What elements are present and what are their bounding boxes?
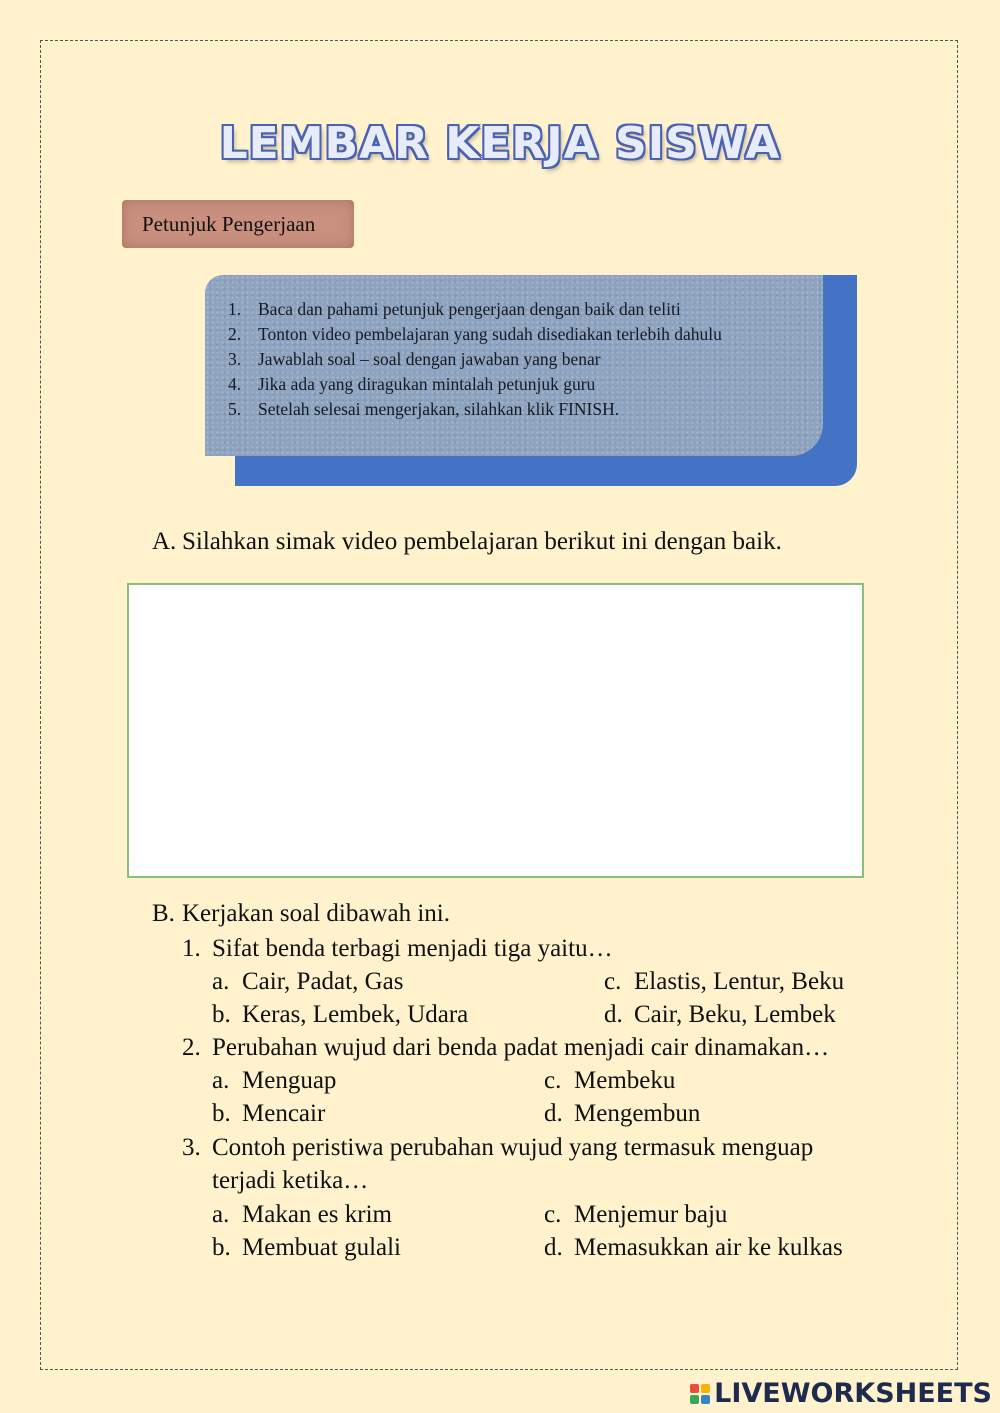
q1-option-a[interactable]: a. Cair, Padat, Gas — [212, 968, 404, 995]
question-1: 1. Sifat benda terbagi menjadi tiga yaitu… — [182, 935, 613, 962]
question-3-continued: terjadi ketika… — [212, 1167, 369, 1194]
instructions-list — [228, 297, 722, 422]
q3-option-c[interactable]: c. Menjemur baju — [544, 1201, 728, 1228]
q2-option-c[interactable]: c. Membeku — [544, 1067, 676, 1094]
q3-option-a[interactable]: a. Makan es krim — [212, 1201, 392, 1228]
q1-option-d[interactable]: d. Cair, Beku, Lembek — [604, 1001, 836, 1028]
question-3: 3. Contoh peristiwa perubahan wujud yang termasuk menguap — [182, 1134, 814, 1161]
video-player[interactable] — [127, 583, 864, 878]
q1-option-b[interactable]: b. Keras, Lembek, Udara — [212, 1001, 469, 1028]
liveworksheets-logo[interactable]: LIVEWORKSHEETS — [690, 1378, 992, 1409]
question-2: 2. Perubahan wujud dari benda padat menjadi cair dinamakan… — [182, 1034, 830, 1061]
q2-option-d[interactable]: d. Mengembun — [544, 1100, 701, 1127]
q2-option-b[interactable]: b. Mencair — [212, 1100, 326, 1127]
q3-option-d[interactable]: d. Memasukkan air ke kulkas — [544, 1234, 843, 1261]
instruction-item: 5. Setelah selesai mengerjakan, silahkan klik FINISH. — [228, 399, 620, 419]
q2-option-a[interactable]: a. Menguap — [212, 1067, 337, 1094]
q3-option-b[interactable]: b. Membuat gulali — [212, 1234, 401, 1261]
instruction-item: 1. Baca dan pahami petunjuk pengerjaan dengan baik dan teliti — [228, 299, 681, 319]
instruction-item: 4. Jika ada yang diragukan mintalah petunjuk guru — [228, 374, 596, 394]
page-title: LEMBAR KERJA SISWA — [219, 118, 781, 169]
instruction-item: 3. Jawablah soal – soal dengan jawaban yang benar — [228, 349, 601, 369]
instructions-tag: Petunjuk Pengerjaan — [122, 200, 354, 248]
q1-option-c[interactable]: c. Elastis, Lentur, Beku — [604, 968, 845, 995]
liveworksheets-logo-icon — [690, 1384, 710, 1404]
section-b-heading: B. Kerjakan soal dibawah ini. — [152, 900, 450, 927]
instruction-item: 2. Tonton video pembelajaran yang sudah disediakan terlebih dahulu — [228, 324, 722, 344]
section-a-heading: A. Silahkan simak video pembelajaran berikut ini dengan baik. — [152, 528, 782, 555]
